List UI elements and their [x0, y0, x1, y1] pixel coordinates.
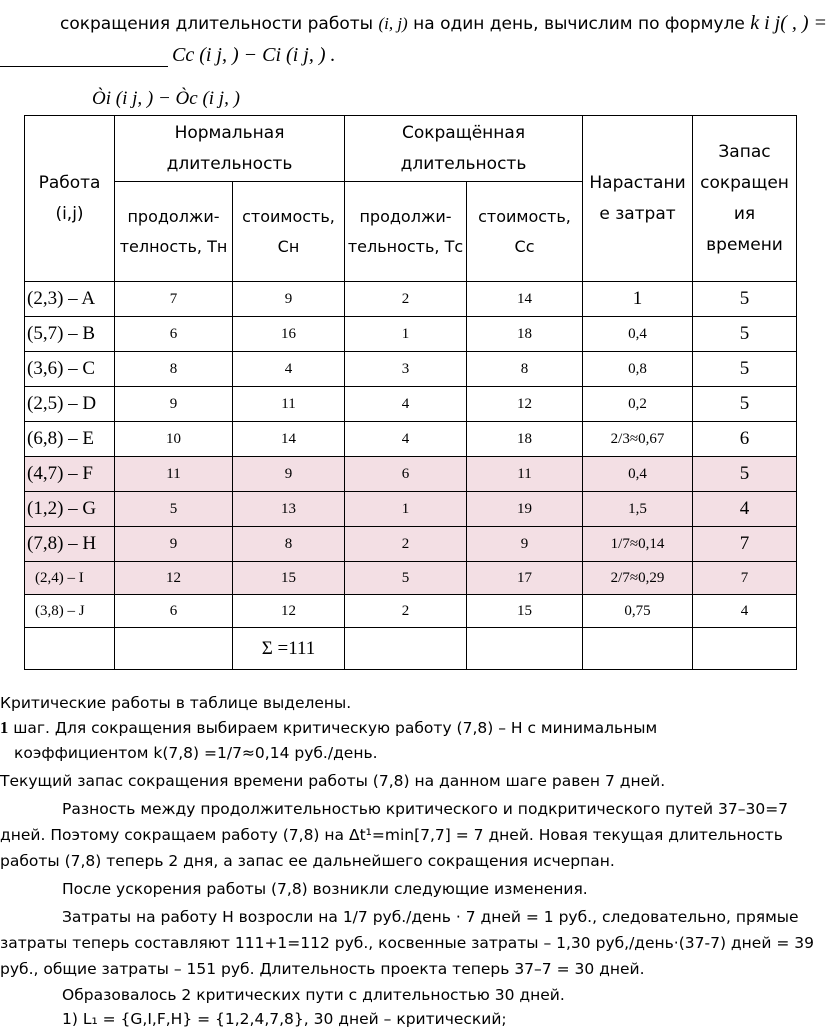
row-crash-duration: 1 — [345, 317, 467, 352]
row-work: (5,7) – B — [25, 317, 115, 352]
formula-numerator: Cc (i j, ) − Ci (i j, ) . — [172, 44, 336, 66]
row-crash-cost: 18 — [467, 317, 583, 352]
row-crash-cost: 15 — [467, 595, 583, 628]
row-cost-increase: 0,2 — [583, 387, 693, 422]
row-crash-cost: 19 — [467, 492, 583, 527]
para-costs-3: руб., общие затраты – 151 руб. Длительность проекта теперь 37–7 = 30 дней. — [0, 960, 645, 978]
row-normal-duration: 7 — [115, 282, 233, 317]
para-reserve: Текущий запас сокращения времени работы (7,8) на данном шаге равен 7 дней. — [0, 772, 666, 790]
row-normal-duration: 6 — [115, 595, 233, 628]
intro-text-1: сокращения длительности работы — [60, 14, 374, 34]
intro-formula-k: k i j( , ) = — [750, 12, 827, 34]
row-crash-cost: 14 — [467, 282, 583, 317]
row-crash-cost: 12 — [467, 387, 583, 422]
para-coefficient: коэффициентом k(7,8) =1/7≈0,14 руб./день. — [14, 744, 378, 762]
row-normal-cost: 13 — [233, 492, 345, 527]
row-time-reserve: 6 — [693, 422, 797, 457]
row-crash-duration: 4 — [345, 387, 467, 422]
para-new-duration: работы (7,8) теперь 2 дня, а запас ее дальнейшего сокращения исчерпан. — [0, 852, 615, 870]
para-critical-paths: Образовалось 2 критических пути с длительностью 30 дней. — [62, 986, 565, 1004]
table-row — [25, 492, 797, 527]
row-normal-duration: 10 — [115, 422, 233, 457]
para-costs-2: затраты теперь составляют 111+1=112 руб., косвенные затраты – 1,30 руб,/день·(37-7) дней = 39 — [0, 934, 814, 952]
row-normal-duration: 12 — [115, 562, 233, 595]
row-cost-increase: 1 — [583, 282, 693, 317]
row-normal-cost: 4 — [233, 352, 345, 387]
row-time-reserve: 5 — [693, 282, 797, 317]
row-crash-duration: 3 — [345, 352, 467, 387]
row-crash-cost: 17 — [467, 562, 583, 595]
row-normal-cost: 9 — [233, 282, 345, 317]
para-critical-note: Критические работы в таблице выделены. — [0, 694, 352, 712]
row-normal-duration: 11 — [115, 457, 233, 492]
row-crash-duration: 2 — [345, 595, 467, 628]
para-path-1: 1) L₁ = {G,I,F,H} = {1,2,4,7,8}, 30 дней – критический; — [62, 1010, 507, 1028]
row-crash-cost: 11 — [467, 457, 583, 492]
sum-empty — [115, 628, 233, 670]
formula-denominator: Òi (i j, ) − Òc (i j, ) — [92, 88, 240, 109]
row-crash-duration: 2 — [345, 527, 467, 562]
row-normal-cost: 15 — [233, 562, 345, 595]
row-work: (3,8) – J — [25, 595, 115, 628]
row-cost-increase: 0,75 — [583, 595, 693, 628]
header-reserve: Запас сокращен ия времени — [693, 116, 797, 282]
row-crash-cost: 18 — [467, 422, 583, 457]
row-time-reserve: 7 — [693, 562, 797, 595]
header-crash: Сокращённая длительность — [345, 116, 583, 182]
row-cost-increase: 1/7≈0,14 — [583, 527, 693, 562]
intro-line-1 — [60, 12, 827, 35]
intro-variable: (i, j) — [378, 14, 408, 33]
header-work: Работа (i,j) — [25, 116, 115, 282]
row-crash-duration: 1 — [345, 492, 467, 527]
row-time-reserve: 5 — [693, 457, 797, 492]
row-work: (4,7) – F — [25, 457, 115, 492]
row-work: (7,8) – H — [25, 527, 115, 562]
row-work: (2,4) – I — [25, 562, 115, 595]
row-cost-increase: 2/7≈0,29 — [583, 562, 693, 595]
row-crash-duration: 6 — [345, 457, 467, 492]
header-crash-cost: стоимость, Сс — [467, 182, 583, 282]
row-cost-increase: 0,8 — [583, 352, 693, 387]
row-time-reserve: 4 — [693, 595, 797, 628]
row-normal-duration: 8 — [115, 352, 233, 387]
cost-sum: Σ =111 — [233, 628, 345, 670]
row-work: (2,3) – A — [25, 282, 115, 317]
row-normal-duration: 5 — [115, 492, 233, 527]
header-normal-duration: продолжи-телность, Тн — [115, 182, 233, 282]
row-time-reserve: 7 — [693, 527, 797, 562]
table-row — [25, 457, 797, 492]
table-row — [25, 282, 797, 317]
row-cost-increase: 0,4 — [583, 457, 693, 492]
header-crash-duration: продолжи-тельность, Тс — [345, 182, 467, 282]
row-work: (3,6) – C — [25, 352, 115, 387]
para-costs-1: Затраты на работу H возросли на 1/7 руб./день · 7 дней = 1 руб., следовательно, прямые — [62, 908, 799, 926]
table-row — [25, 595, 797, 628]
row-time-reserve: 5 — [693, 387, 797, 422]
row-crash-cost: 9 — [467, 527, 583, 562]
row-normal-duration: 9 — [115, 527, 233, 562]
row-normal-cost: 16 — [233, 317, 345, 352]
sum-empty — [467, 628, 583, 670]
sum-empty — [583, 628, 693, 670]
row-crash-duration: 5 — [345, 562, 467, 595]
row-normal-duration: 9 — [115, 387, 233, 422]
row-normal-cost: 8 — [233, 527, 345, 562]
header-increase: Нарастани е затрат — [583, 116, 693, 282]
table-row — [25, 422, 797, 457]
intro-text-2: на один день, вычислим по формуле — [413, 14, 745, 34]
para-reduce: дней. Поэтому сокращаем работу (7,8) на Δt¹=min[7,7] = 7 дней. Новая текущая длительность — [0, 826, 783, 844]
sum-empty — [345, 628, 467, 670]
row-cost-increase: 1,5 — [583, 492, 693, 527]
sum-empty — [25, 628, 115, 670]
intro-line-2 — [0, 44, 335, 67]
table-row — [25, 562, 797, 595]
row-work: (2,5) – D — [25, 387, 115, 422]
row-normal-cost: 11 — [233, 387, 345, 422]
para-changes: После ускорения работы (7,8) возникли следующие изменения. — [62, 880, 588, 898]
row-normal-cost: 9 — [233, 457, 345, 492]
sum-empty — [693, 628, 797, 670]
step-text: шаг. Для сокращения выбираем критическую работу (7,8) – H с минимальным — [13, 719, 658, 737]
table-row — [25, 352, 797, 387]
row-work: (6,8) – E — [25, 422, 115, 457]
row-normal-cost: 12 — [233, 595, 345, 628]
row-time-reserve: 5 — [693, 317, 797, 352]
para-step-1 — [0, 718, 657, 738]
step-number: 1 — [0, 718, 9, 737]
header-normal: Нормальная длительность — [115, 116, 345, 182]
table-row — [25, 527, 797, 562]
row-cost-increase: 2/3≈0,67 — [583, 422, 693, 457]
row-crash-cost: 8 — [467, 352, 583, 387]
row-cost-increase: 0,4 — [583, 317, 693, 352]
header-normal-cost: стоимость, Сн — [233, 182, 345, 282]
row-time-reserve: 4 — [693, 492, 797, 527]
para-difference: Разность между продолжительностью критического и подкритического путей 37–30=7 — [62, 800, 789, 818]
row-normal-cost: 14 — [233, 422, 345, 457]
row-time-reserve: 5 — [693, 352, 797, 387]
cost-table — [24, 115, 797, 670]
table-row — [25, 317, 797, 352]
row-crash-duration: 2 — [345, 282, 467, 317]
table-row — [25, 387, 797, 422]
row-crash-duration: 4 — [345, 422, 467, 457]
row-work: (1,2) – G — [25, 492, 115, 527]
row-normal-duration: 6 — [115, 317, 233, 352]
fraction-bar — [0, 52, 168, 67]
